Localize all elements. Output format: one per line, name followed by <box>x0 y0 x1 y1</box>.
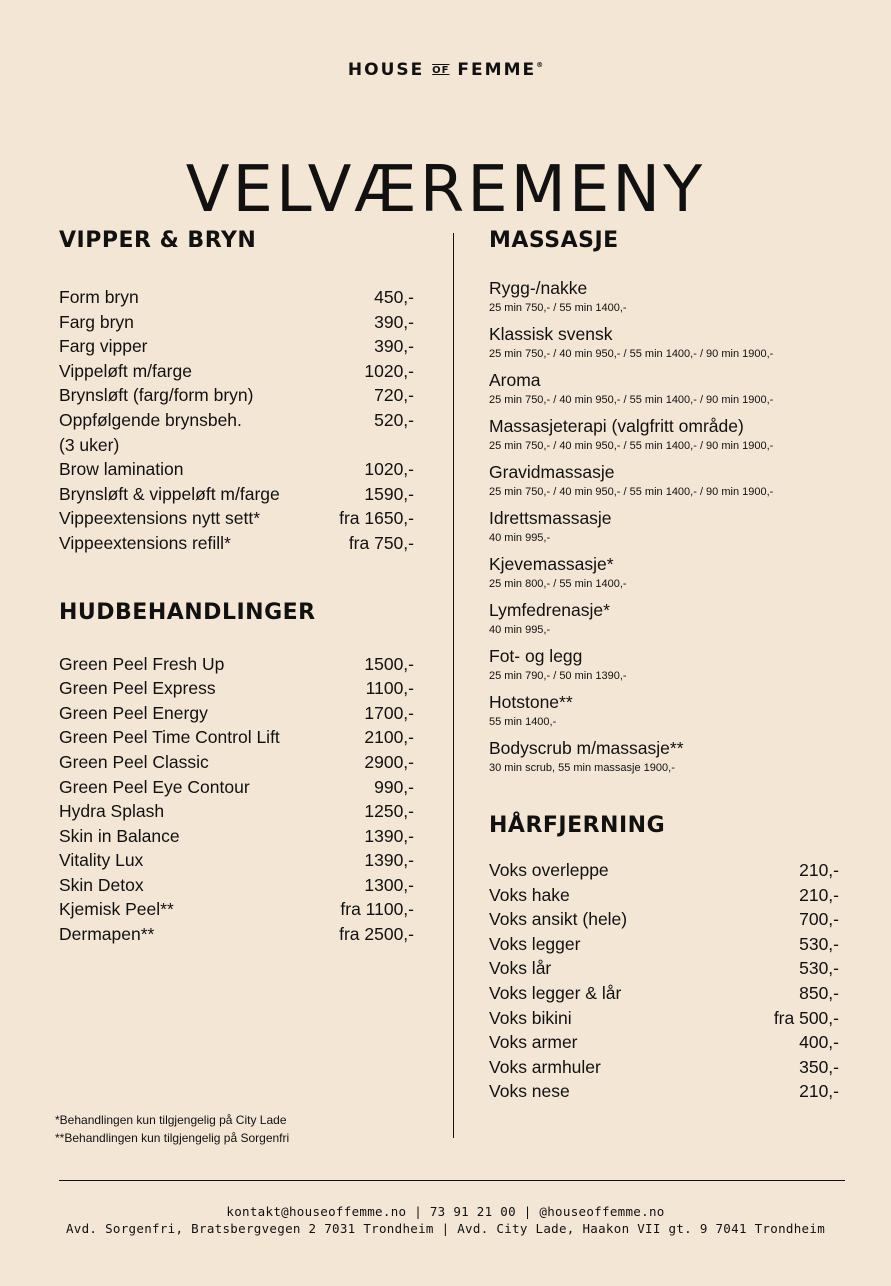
brand-femme: FEMME <box>457 60 537 80</box>
item-price: 210,- <box>799 860 839 880</box>
list-item <box>59 359 414 384</box>
list-item <box>489 369 839 409</box>
list-item <box>489 883 839 908</box>
item-price: 55 min 1400,- <box>489 716 557 728</box>
list-item <box>489 737 839 777</box>
item-price: 1300,- <box>364 874 414 895</box>
item-name: Form bryn <box>59 287 139 307</box>
item-price: fra 500,- <box>773 1007 839 1028</box>
section-title-vipper: VIPPER & BRYN <box>59 228 257 253</box>
footnote-city-lade: *Behandlingen kun tilgjengelig på City Lade <box>55 1113 287 1127</box>
list-item <box>59 775 414 800</box>
item-price: 520,- <box>374 409 414 430</box>
list-item <box>59 482 414 507</box>
item-name: Voks legger & lår <box>489 982 622 1003</box>
list-item <box>59 433 414 458</box>
item-price: 530,- <box>799 958 839 979</box>
item-name: Fot- og legg <box>489 646 583 666</box>
list-item <box>59 873 414 898</box>
item-price: 40 min 995,- <box>489 624 551 636</box>
list-item <box>489 553 839 593</box>
item-price: 25 min 750,- / 40 min 950,- / 55 min 1400,- / 90 min 1900,- <box>489 440 774 452</box>
list-item <box>59 531 414 556</box>
item-price: 1020,- <box>364 360 414 381</box>
item-price: fra 2500,- <box>339 924 414 945</box>
list-item <box>59 897 414 922</box>
list-item <box>489 1030 839 1055</box>
list-item <box>59 922 414 947</box>
list-item <box>59 408 414 433</box>
column-divider <box>453 233 454 1138</box>
list-item <box>489 932 839 957</box>
item-price: 1700,- <box>364 702 414 723</box>
item-name: Oppfølgende brynsbeh. <box>59 409 242 430</box>
list-item <box>59 676 414 701</box>
item-name: Massasjeterapi (valgfritt område) <box>489 416 744 436</box>
item-name: Vitality Lux <box>59 850 144 871</box>
item-name: Brynsløft (farg/form bryn) <box>59 385 254 406</box>
item-price: 720,- <box>374 385 414 406</box>
item-price: 210,- <box>799 1081 839 1102</box>
item-name: Gravidmassasje <box>489 462 615 482</box>
list-item <box>59 383 414 408</box>
item-price: 1390,- <box>364 850 414 871</box>
list-item <box>489 1006 839 1031</box>
item-name: Voks ansikt (hele) <box>489 909 628 930</box>
vipper-list <box>59 285 414 556</box>
item-name: Farg bryn <box>59 311 134 332</box>
item-name: Vippeextensions refill* <box>59 532 231 553</box>
item-price: 1390,- <box>364 825 414 846</box>
item-name: Green Peel Energy <box>59 702 208 723</box>
item-name: Voks hake <box>489 884 570 905</box>
item-name: Aroma <box>489 370 541 390</box>
item-name: Bodyscrub m/massasje** <box>489 738 684 758</box>
section-title-har: HÅRFJERNING <box>489 813 666 838</box>
item-price: 2100,- <box>364 727 414 748</box>
list-item <box>59 824 414 849</box>
list-item <box>489 858 839 883</box>
item-name: Green Peel Fresh Up <box>59 653 225 674</box>
section-title-hud: HUDBEHANDLINGER <box>59 599 316 625</box>
list-item <box>59 725 414 750</box>
item-name: Vippeextensions nytt sett* <box>59 508 261 529</box>
item-price: 25 min 750,- / 55 min 1400,- <box>489 302 627 314</box>
massasje-list <box>489 277 839 777</box>
item-name: Voks bikini <box>489 1007 572 1028</box>
item-price: 25 min 750,- / 40 min 950,- / 55 min 1400,- / 90 min 1900,- <box>489 486 774 498</box>
item-name: Klassisk svensk <box>489 324 613 344</box>
footer-address: Avd. Sorgenfri, Bratsbergvegen 2 7031 Trondheim | Avd. City Lade, Haakon VII gt. 9 7041 Trondheim <box>65 1221 826 1236</box>
list-item <box>489 981 839 1006</box>
item-price: 450,- <box>374 287 414 307</box>
list-item <box>489 1079 839 1104</box>
item-name: Kjemisk Peel** <box>59 899 174 920</box>
item-price: 2900,- <box>364 751 414 772</box>
item-price: 530,- <box>799 933 839 954</box>
item-price: 390,- <box>374 311 414 332</box>
item-name: Farg vipper <box>59 336 148 357</box>
item-name: Green Peel Classic <box>59 751 209 772</box>
item-name: Voks overleppe <box>489 860 609 880</box>
footnotes <box>55 1111 289 1147</box>
list-item <box>489 956 839 981</box>
list-item <box>489 507 839 547</box>
item-name: Voks armer <box>489 1032 578 1053</box>
list-item <box>489 1055 839 1080</box>
item-price: 25 min 750,- / 40 min 950,- / 55 min 1400,- / 90 min 1900,- <box>489 394 774 406</box>
list-item <box>489 277 839 317</box>
list-item <box>489 599 839 639</box>
item-price: fra 1100,- <box>340 899 414 920</box>
item-price: 400,- <box>799 1032 839 1053</box>
item-name: Brow lamination <box>59 459 184 480</box>
item-price: fra 1650,- <box>339 508 414 529</box>
list-item <box>59 701 414 726</box>
left-column <box>59 228 414 947</box>
registered-icon: ® <box>536 61 544 69</box>
list-item <box>59 799 414 824</box>
item-name: Green Peel Express <box>59 678 216 699</box>
item-price: 990,- <box>374 776 414 797</box>
list-item <box>59 457 414 482</box>
item-name: Voks nese <box>489 1081 570 1102</box>
item-name: Lymfedrenasje* <box>489 600 610 620</box>
item-price: 30 min scrub, 55 min massasje 1900,- <box>489 762 675 774</box>
item-price: fra 750,- <box>348 532 414 553</box>
list-item <box>59 285 414 310</box>
item-price: 25 min 790,- / 50 min 1390,- <box>489 670 627 682</box>
item-name: Vippeløft m/farge <box>59 360 192 381</box>
section-title-massasje: MASSASJE <box>489 228 619 253</box>
item-name: Skin Detox <box>59 874 144 895</box>
item-name: Green Peel Eye Contour <box>59 776 250 797</box>
item-price: 700,- <box>799 909 839 930</box>
brand-house: HOUSE <box>347 60 425 80</box>
list-item <box>489 691 839 731</box>
footer-divider <box>59 1180 845 1181</box>
item-price: 210,- <box>799 884 839 905</box>
list-item <box>489 907 839 932</box>
right-column <box>489 228 839 1104</box>
item-price: 1020,- <box>364 459 414 480</box>
item-price: 25 min 750,- / 40 min 950,- / 55 min 1400,- / 90 min 1900,- <box>489 348 774 360</box>
item-price: 1250,- <box>364 801 414 822</box>
item-price: 850,- <box>799 982 839 1003</box>
item-price: 25 min 800,- / 55 min 1400,- <box>489 578 627 590</box>
item-price: 350,- <box>799 1056 839 1077</box>
item-name: Hotstone** <box>489 692 573 712</box>
item-name: Kjevemassasje* <box>489 554 614 574</box>
item-name: (3 uker) <box>59 434 120 455</box>
list-item <box>59 506 414 531</box>
item-name: Voks lår <box>489 958 552 979</box>
hud-list <box>59 652 414 947</box>
item-name: Green Peel Time Control Lift <box>59 727 280 748</box>
footer-contact: kontakt@houseoffemme.no | 73 91 21 00 | @houseoffemme.no <box>226 1204 665 1219</box>
item-price: 1100,- <box>365 678 414 699</box>
item-name: Voks legger <box>489 933 581 954</box>
item-name: Rygg-/nakke <box>489 278 588 298</box>
list-item <box>489 323 839 363</box>
list-item <box>489 415 839 455</box>
item-price: 40 min 995,- <box>489 532 551 544</box>
item-name: Brynsløft & vippeløft m/farge <box>59 483 280 504</box>
list-item <box>489 461 839 501</box>
item-price: 1590,- <box>364 483 414 504</box>
list-item <box>59 750 414 775</box>
brand-of: OF <box>432 65 450 76</box>
list-item <box>489 645 839 685</box>
item-name: Voks armhuler <box>489 1056 601 1077</box>
item-price: 390,- <box>374 336 414 357</box>
item-name: Dermapen** <box>59 924 155 945</box>
list-item <box>59 848 414 873</box>
list-item <box>59 310 414 335</box>
brand-logo <box>0 60 891 80</box>
list-item <box>59 334 414 359</box>
item-name: Skin in Balance <box>59 825 180 846</box>
item-name: Idrettsmassasje <box>489 508 612 528</box>
page-title: VELVÆREMENY <box>185 152 706 227</box>
har-list <box>489 858 839 1104</box>
item-name: Hydra Splash <box>59 801 165 822</box>
list-item <box>59 652 414 677</box>
item-price: 1500,- <box>364 653 414 674</box>
footnote-sorgenfri: **Behandlingen kun tilgjengelig på Sorgenfri <box>55 1131 290 1145</box>
